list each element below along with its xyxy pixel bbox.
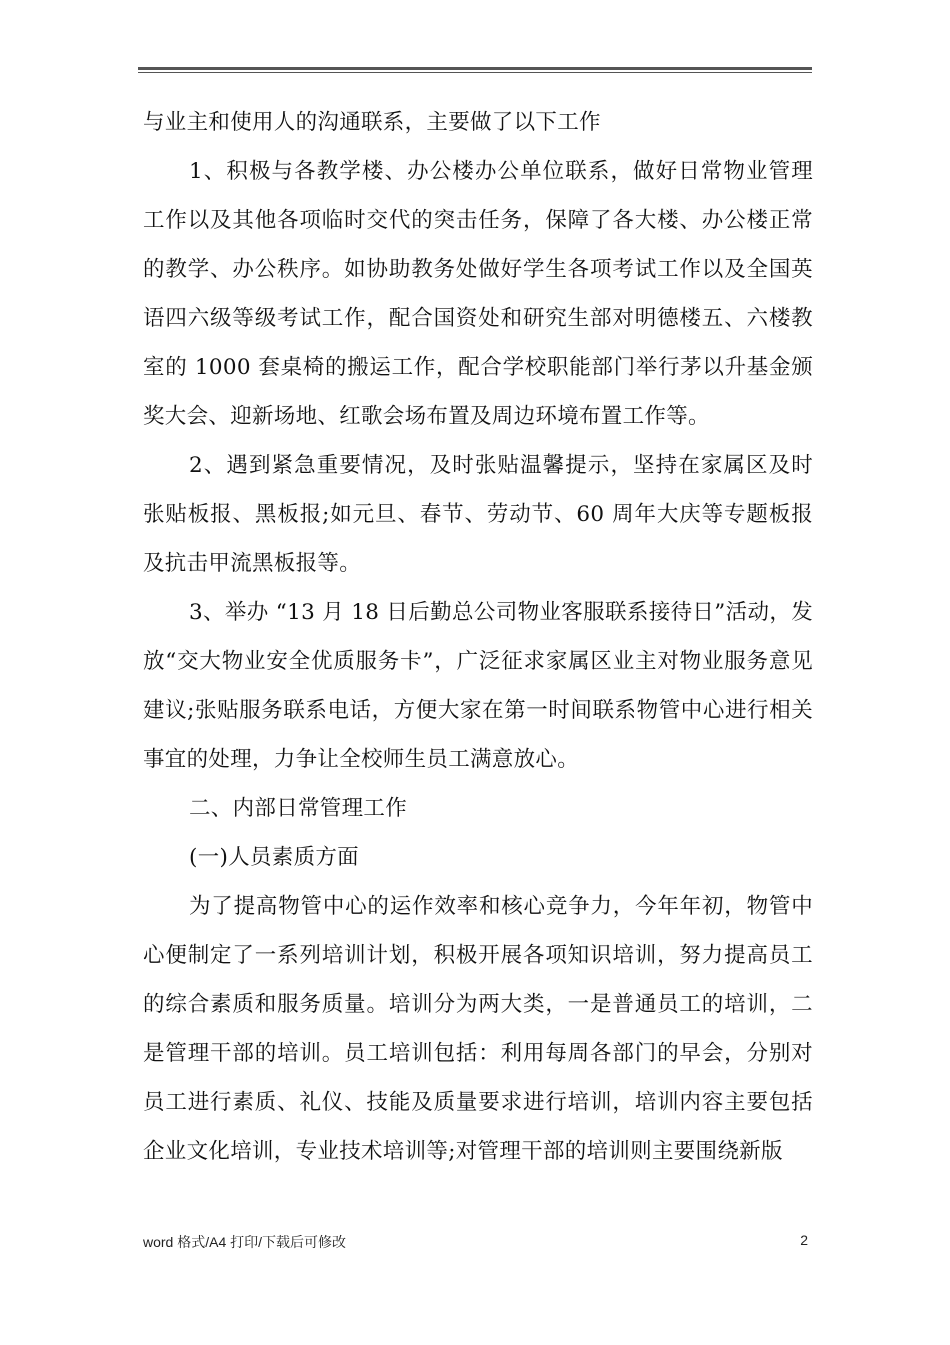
section-heading: 二、内部日常管理工作 [189,796,408,821]
header-rule-thin [138,72,812,73]
paragraph-training: 为了提高物管中心的运作效率和核心竞争力，今年年初，物管中心便制定了一系列培训计划，积极开展各项知识培训，努力提高员工的综合素质和服务质量。培训分为两大类，一是普通员工的培训，二是管理干部的培训。员工培训包括：利用每周各部门的早会，分别对员工进行素质、礼仪、技能及质量要求进行培训，培训内容主要包括企业文化培训，专业技术培训等;对管理干部的培训则主要围绕新版 [143,894,813,1164]
document-body [143,98,813,1176]
paragraph-item-3: 3、举办 “13 月 18 日后勤总公司物业客服联系接待日”活动，发放“交大物业安全优质服务卡”，广泛征求家属区业主对物业服务意见建议;张贴服务联系电话，方便大家在第一时间联系物管中心进行相关事宜的处理，力争让全校师生员工满意放心。 [143,600,813,772]
page-number: 2 [800,1232,808,1248]
header-rule [138,67,812,73]
header-rule-thick [138,67,812,70]
subsection-heading: (一)人员素质方面 [189,845,359,870]
paragraph-item-1: 1、积极与各教学楼、办公楼办公单位联系，做好日常物业管理工作以及其他各项临时交代的突击任务，保障了各大楼、办公楼正常的教学、办公秩序。如协助教务处做好学生各项考试工作以及全国英语四六级等级考试工作，配合国资处和研究生部对明德楼五、六楼教室的 1000 套桌椅的搬运工作，配合学校职能部门举行茅以升基金颁奖大会、迎新场地、红歌会场布置及周边环境布置工作等。 [143,159,813,429]
footer-note: word 格式/A4 打印/下载后可修改 [143,1234,347,1250]
paragraph-continuation: 与业主和使用人的沟通联系，主要做了以下工作 [143,110,601,135]
paragraph-item-2: 2、遇到紧急重要情况，及时张贴温馨提示，坚持在家属区及时张贴板报、黑板报;如元旦、春节、劳动节、60 周年大庆等专题板报及抗击甲流黑板报等。 [143,453,813,576]
